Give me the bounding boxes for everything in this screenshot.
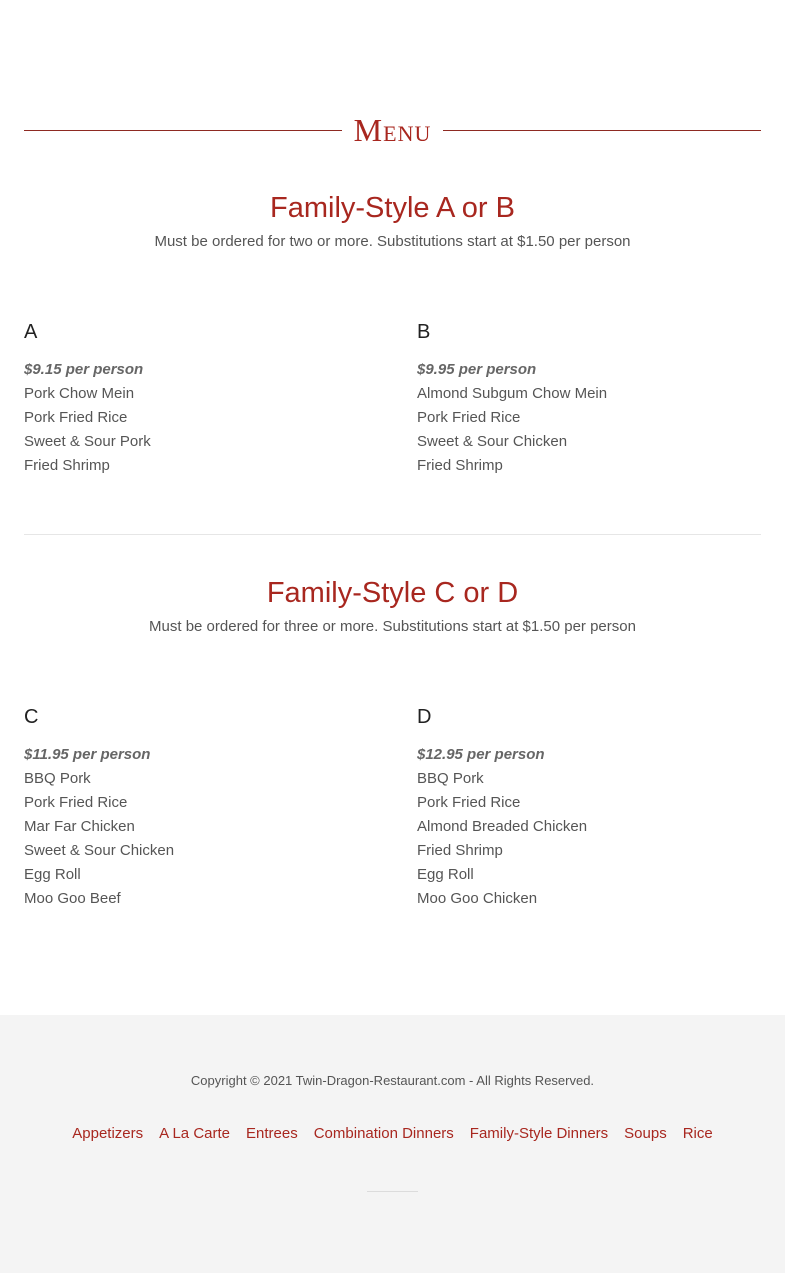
footer-link-a-la-carte[interactable]: A La Carte [159, 1125, 231, 1142]
section-family-style-cd [24, 575, 761, 637]
column-letter: A [24, 321, 38, 343]
menu-item: Pork Fried Rice [417, 409, 521, 426]
footer-link-family-style-dinners[interactable]: Family-Style Dinners [469, 1125, 609, 1142]
section-title: Family-Style A or B [270, 192, 515, 224]
menu-item: Egg Roll [417, 866, 474, 883]
section-subtitle: Must be ordered for three or more. Substitutions start at $1.50 per person [149, 618, 636, 635]
menu-item: Sweet & Sour Chicken [417, 433, 568, 450]
menu-item: Almond Subgum Chow Mein [417, 385, 608, 402]
footer-link-entrees[interactable]: Entrees [246, 1125, 298, 1142]
menu-item: Fried Shrimp [417, 457, 503, 474]
footer-link-combination-dinners[interactable]: Combination Dinners [313, 1125, 454, 1142]
menu-item: Pork Fried Rice [417, 794, 521, 811]
footer-link-soups[interactable]: Soups [624, 1125, 667, 1142]
menu-item: Mar Far Chicken [24, 818, 135, 835]
menu-item: Fried Shrimp [417, 842, 503, 859]
menu-title: Menu [353, 112, 432, 148]
column-letter: C [24, 706, 39, 728]
heading-rule-right [443, 130, 761, 131]
price: $9.15 per person [24, 361, 144, 378]
menu-item: BBQ Pork [24, 770, 91, 787]
menu-item: Pork Fried Rice [24, 794, 128, 811]
footer-link-rice[interactable]: Rice [682, 1125, 713, 1142]
section-family-style-ab [24, 190, 761, 252]
column-letter: D [417, 706, 432, 728]
menu-column-a [24, 320, 364, 478]
menu-item: BBQ Pork [417, 770, 484, 787]
heading-rule-left [24, 130, 342, 131]
price: $9.95 per person [417, 361, 537, 378]
menu-item: Pork Fried Rice [24, 409, 128, 426]
price: $11.95 per person [24, 746, 151, 763]
menu-item: Egg Roll [24, 866, 81, 883]
menu-column-b [417, 320, 757, 478]
menu-column-d [417, 705, 757, 911]
section-divider [24, 534, 761, 535]
menu-item: Fried Shrimp [24, 457, 110, 474]
price: $12.95 per person [417, 746, 545, 763]
menu-item: Moo Goo Chicken [417, 890, 538, 907]
menu-column-c [24, 705, 364, 911]
menu-item: Almond Breaded Chicken [417, 818, 588, 835]
footer-divider [367, 1191, 418, 1192]
section-subtitle: Must be ordered for two or more. Substitutions start at $1.50 per person [154, 233, 631, 250]
menu-heading [24, 108, 761, 152]
menu-item: Pork Chow Mein [24, 385, 135, 402]
footer [0, 1015, 785, 1273]
footer-nav [0, 1123, 785, 1145]
menu-item: Sweet & Sour Chicken [24, 842, 175, 859]
menu-item: Sweet & Sour Pork [24, 433, 151, 450]
copyright-text: Copyright © 2021 Twin-Dragon-Restaurant.com - All Rights Reserved. [190, 1073, 595, 1088]
menu-item: Moo Goo Beef [24, 890, 121, 907]
section-title: Family-Style C or D [266, 577, 519, 609]
column-letter: B [417, 321, 431, 343]
footer-link-appetizers[interactable]: Appetizers [72, 1125, 144, 1142]
